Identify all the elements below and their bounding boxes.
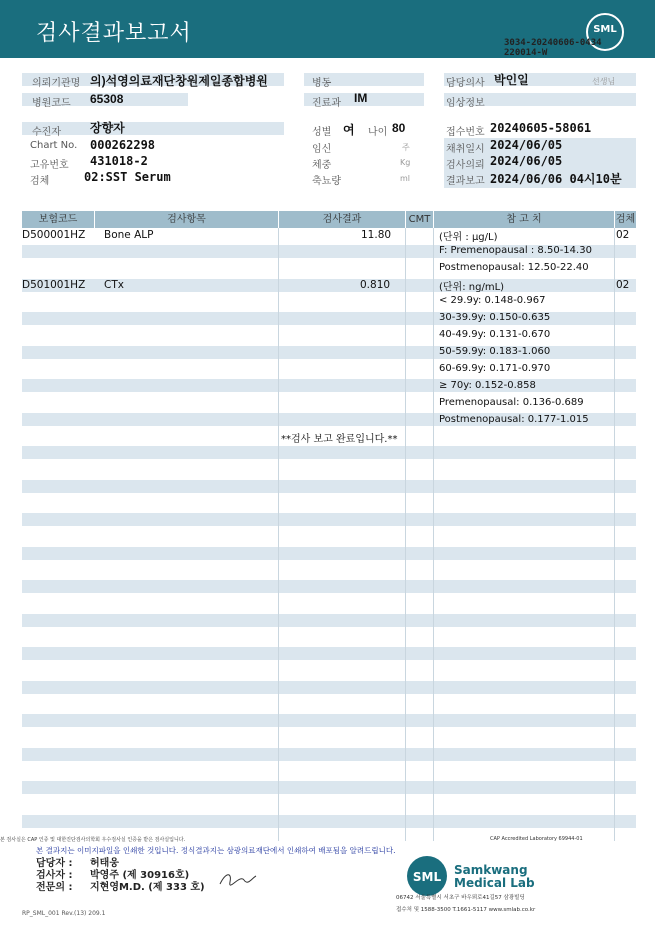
specialist-label: 전문의 : xyxy=(36,882,73,893)
age-value: 80 xyxy=(392,121,406,135)
table-stripe xyxy=(22,748,636,761)
form-code: RP_SML_001 Rev.(13) 209.1 xyxy=(22,910,106,917)
row1-specimen: 02 xyxy=(616,229,630,241)
row1-result: 11.80 xyxy=(361,229,392,241)
col-header-result: 검사결과 xyxy=(279,211,405,228)
col-header-cmt: CMT xyxy=(406,211,433,228)
table-stripe xyxy=(22,446,636,459)
row2-ref-line: (단위: ng/mL) xyxy=(439,282,505,293)
table-stripe xyxy=(22,681,636,694)
row2-ref-line: Premenopausal: 0.136-0.689 xyxy=(439,397,584,408)
signature-icon xyxy=(218,868,258,888)
pregnancy-unit: 주 xyxy=(402,143,410,152)
manager-name: 허태웅 xyxy=(90,858,119,869)
collect-value: 2024/06/05 xyxy=(490,138,563,152)
weight-label: 체중 xyxy=(312,160,332,171)
idno-value: 431018-2 xyxy=(90,154,148,168)
table-stripe xyxy=(22,714,636,727)
request-label: 검사의뢰 xyxy=(446,160,485,171)
table-stripe xyxy=(22,513,636,526)
chart-value: 000262298 xyxy=(90,138,156,152)
doctor-suffix: 선생님 xyxy=(592,77,616,86)
ward-label: 병동 xyxy=(312,78,332,89)
table-stripe xyxy=(22,379,636,392)
hospital-code-value: 65308 xyxy=(90,92,124,106)
lab-address: 06742 서울특별시 서초구 바우뫼로41길57 삼광빌딩 xyxy=(396,895,525,901)
table-stripe xyxy=(22,815,636,828)
row2-result: 0.810 xyxy=(360,279,391,291)
row2-specimen: 02 xyxy=(616,279,630,291)
pregnancy-label: 임신 xyxy=(312,144,332,155)
collect-label: 채취일시 xyxy=(446,144,485,155)
sml-logo-text: SML xyxy=(593,24,617,35)
institution-value: 의)석영의료재단창원제일종합병원 xyxy=(90,74,268,88)
completion-note: **검사 보고 완료입니다.** xyxy=(281,434,398,445)
report-label: 결과보고 xyxy=(446,176,485,187)
hospital-code-label: 병원코드 xyxy=(32,98,71,109)
specialist-name: 지현영M.D. (제 333 호) xyxy=(90,882,205,893)
table-stripe xyxy=(22,614,636,627)
row1-item: Bone ALP xyxy=(104,229,154,241)
table-stripe xyxy=(22,480,636,493)
tester-name: 박영주 (제 30916호) xyxy=(90,870,190,881)
copy-notice: 본 결과지는 이미지파일을 인쇄한 것입니다. 정식결과지는 삼광의료재단에서 인쇄하여 배포됨을 알려드립니다. xyxy=(36,846,396,855)
lab-name-line1: Samkwang xyxy=(454,863,528,877)
dept-label: 진료과 xyxy=(312,98,341,109)
col-header-code: 보험코드 xyxy=(22,211,94,228)
row2-ref-line: 50-59.9y: 0.183-1.060 xyxy=(439,346,551,357)
report-title: 검사결과보고서 xyxy=(36,21,192,46)
table-stripe xyxy=(22,647,636,660)
row2-ref-line: < 29.9y: 0.148-0.967 xyxy=(439,295,546,306)
urine-unit: ml xyxy=(400,174,411,183)
results-table xyxy=(22,211,636,841)
lab-logo-text: SML xyxy=(412,870,442,884)
document-number: 3034-20240606-0434 xyxy=(504,38,602,48)
lab-name xyxy=(454,864,535,890)
doctor-value: 박인일 xyxy=(494,73,529,87)
row1-code: D500001HZ xyxy=(22,229,86,241)
sex-value: 여 xyxy=(343,123,355,137)
receipt-value: 20240605-58061 xyxy=(490,121,592,135)
table-stripe xyxy=(22,547,636,560)
specimen-value: 02:SST Serum xyxy=(84,170,171,184)
tester-label: 검사자 : xyxy=(36,870,73,881)
specimen-label: 검체 xyxy=(30,176,50,187)
col-header-reference: 참 고 치 xyxy=(434,211,614,228)
row1-ref-line: (단위 : μg/L) xyxy=(439,232,498,243)
certification-note: 본 검사실은 CAP 인증 및 대한진단검사의학회 우수검사실 인증을 받은 검사실입니다. xyxy=(0,837,186,843)
sex-label: 성별 xyxy=(312,127,332,138)
lab-name-line2: Medical Lab xyxy=(454,876,535,890)
clinical-info-label: 임상정보 xyxy=(446,98,485,109)
row2-ref-line: ≥ 70y: 0.152-0.858 xyxy=(439,380,536,391)
table-stripe xyxy=(22,781,636,794)
row2-ref-line: 30-39.9y: 0.150-0.635 xyxy=(439,312,551,323)
patient-label: 수진자 xyxy=(32,127,61,138)
table-stripe xyxy=(22,580,636,593)
col-header-specimen: 검체 xyxy=(615,211,636,228)
row2-ref-line: Postmenopausal: 0.177-1.015 xyxy=(439,414,589,425)
lab-contact: 접수처 및 1588-3500 T.1661-5117 www.smlab.co.kr xyxy=(396,907,536,913)
doctor-label: 담당의사 xyxy=(446,78,485,89)
manager-label: 담당자 : xyxy=(36,858,73,869)
idno-label: 고유번호 xyxy=(30,160,69,171)
weight-unit: Kg xyxy=(400,158,411,167)
institution-label: 의뢰기관명 xyxy=(32,78,81,89)
row1-ref-line: F: Premenopausal : 8.50-14.30 xyxy=(439,245,592,256)
urine-label: 축뇨량 xyxy=(312,176,341,187)
document-subnumber: 220014-W xyxy=(504,48,548,58)
dept-value: IM xyxy=(354,91,368,105)
row2-ref-line: 60-69.9y: 0.171-0.970 xyxy=(439,363,551,374)
row2-item: CTx xyxy=(104,279,124,291)
chart-label: Chart No. xyxy=(30,140,78,151)
row2-code: D501001HZ xyxy=(22,279,86,291)
request-value: 2024/06/05 xyxy=(490,154,563,168)
row1-ref-line: Postmenopausal: 12.50-22.40 xyxy=(439,262,589,273)
report-value: 2024/06/06 04시10분 xyxy=(490,172,622,186)
cap-note: CAP Accredited Laboratory 69944-01 xyxy=(490,836,583,842)
patient-name: 장향자 xyxy=(90,121,125,135)
row2-ref-line: 40-49.9y: 0.131-0.670 xyxy=(439,329,551,340)
age-label: 나이 xyxy=(368,127,388,138)
col-header-item: 검사항목 xyxy=(95,211,278,228)
receipt-label: 접수번호 xyxy=(446,127,485,138)
